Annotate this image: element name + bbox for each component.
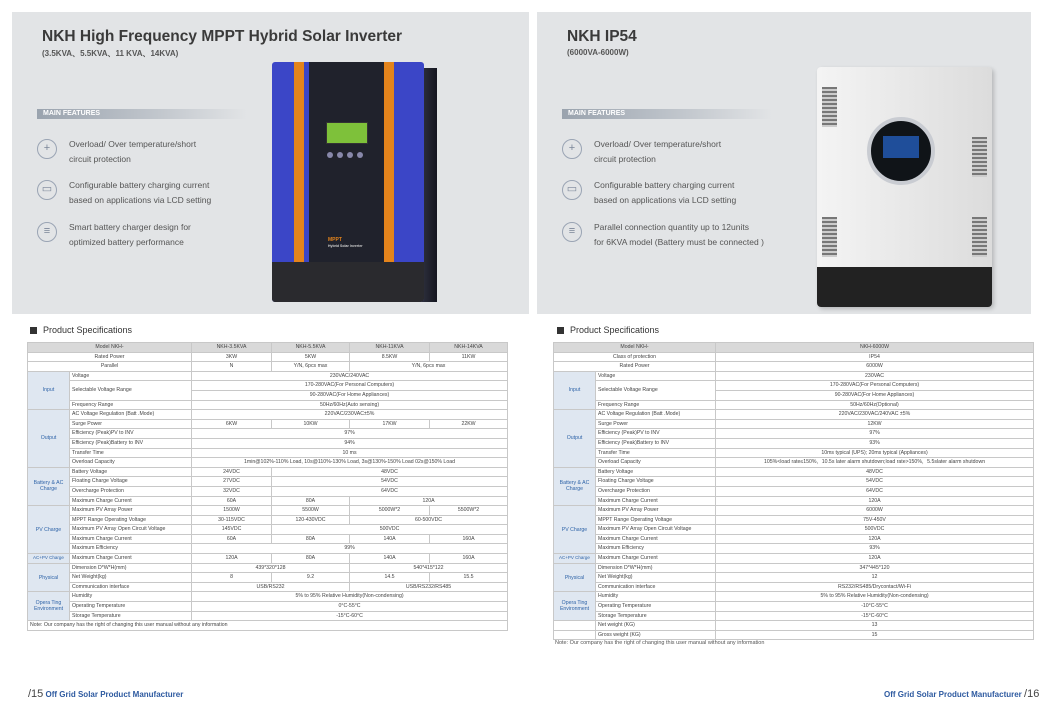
- table-row: Maximum Efficiency 93%: [554, 544, 1034, 554]
- table-row: Physical Dimension D*W*H(mm) 347*445*120: [554, 563, 1034, 573]
- spec-heading: Product Specifications: [30, 325, 132, 335]
- shield-plus-icon: +: [562, 139, 582, 159]
- table-row: Overcharge Protection 32VDC 64VDC: [28, 486, 508, 496]
- table-row: AC+PV Charge Maximum Charge Current 120A 80A 140A 160A: [28, 554, 508, 564]
- table-row: Rated Power 6000W: [554, 362, 1034, 372]
- table-row: Parallel N Y/N, 6pcs max Y/N, 6pcs max: [28, 362, 508, 372]
- main-features-bar: [562, 109, 772, 119]
- table-row: Maximum Charge Current 60A 80A 120A: [28, 496, 508, 506]
- table-row: MPPT Range Operating Voltage 75V-450V: [554, 515, 1034, 525]
- table-row: 90-280VAC(For Home Appliances): [554, 390, 1034, 400]
- table-row: Maximum PV Array Open Circuit Voltage 500VDC: [554, 525, 1034, 535]
- table-row: Frequency Range 50Hz/60Hz(Optional): [554, 400, 1034, 410]
- inverter-image: [817, 67, 992, 307]
- battery-icon: ▭: [37, 180, 57, 200]
- product-label: MPPT Hybrid Solar Inverter: [328, 237, 363, 248]
- table-row: Communication interface USB/RS232 USB/RS232/RS485: [28, 582, 508, 592]
- table-row: Physical Dimension D*W*H(mm) 439*320*128 540*415*122: [28, 563, 508, 573]
- table-row: Input Voltage 230VAC/240VAC: [28, 371, 508, 381]
- table-row: Storage Temperature -15°C-60°C: [554, 611, 1034, 621]
- table-row: Overload Capacity 105%<load rate≤150%，10.5s later alarm shutdown;load rate>150%，5.5slater alarm shutdown: [554, 458, 1034, 468]
- page-number: /15: [28, 688, 44, 700]
- table-row: Opera Ting Environment Humidity 5% to 95% Relative Humidity(Non-condensing): [28, 592, 508, 602]
- main-features-label: MAIN FEATURES: [43, 110, 101, 117]
- spec-table-right: [553, 342, 1034, 640]
- table-row: Battery & AC Charge Battery Voltage 48VDC: [554, 467, 1034, 477]
- table-row: Note: Our company has the right of changing this user manual without any information: [28, 621, 508, 631]
- table-row: Class of protection IP54: [554, 352, 1034, 362]
- page-number: /16: [1024, 688, 1040, 700]
- table-row: Output AC Voltage Regulation (Batt .Mode) 220VAC/230VAC/240VAC ±5%: [554, 410, 1034, 420]
- table-row: Battery & AC Charge Battery Voltage 24VDC 48VDC: [28, 467, 508, 477]
- table-row: PV Charge Maximum PV Array Power 6000W: [554, 506, 1034, 516]
- hero-right: [537, 12, 1031, 314]
- charger-icon: ≡: [37, 222, 57, 242]
- table-row: Net weight (KG) 13: [554, 621, 1034, 631]
- table-row: Surge Power 6KW 10KW 17KW 22KW: [28, 419, 508, 429]
- table-row: Rated Power 3KW 5KW 8.5KW 11KW: [28, 352, 508, 362]
- table-row: Overload Capacity 1min@102%-110% Load, 10s@110%-130% Load, 3s@130%-150% Load 02s@150% Load: [28, 458, 508, 468]
- main-features-label: MAIN FEATURES: [568, 110, 626, 117]
- table-row: Surge Power 12KW: [554, 419, 1034, 429]
- table-row: Gross weight (KG) 15: [554, 630, 1034, 640]
- feature-text: Overload/ Over temperature/short circuit protection: [594, 139, 722, 164]
- table-row: AC+PV Charge Maximum Charge Current 120A: [554, 554, 1034, 564]
- feature-text: Overload/ Over temperature/short circuit protection: [69, 139, 197, 164]
- table-row: Transfer Time 10ms typical (UPS); 20ms typical (Appliances): [554, 448, 1034, 458]
- feature-text: Parallel connection quantity up to 12units for 6KVA model (Battery must be connected ): [594, 222, 764, 247]
- table-row: Net Weight(kg) 12: [554, 573, 1034, 583]
- table-row: Model NKH- NKH-3.5KVA NKH-5.5KVA NKH-11KVA NKH-14KVA: [28, 343, 508, 353]
- footer-left: /15 Off Grid Solar Product Manufacturer: [28, 688, 184, 700]
- table-row: Opera Ting Environment Humidity 5% to 95% Relative Humidity(Non-condensing): [554, 592, 1034, 602]
- main-features-bar: [37, 109, 247, 119]
- table-row: Maximum Efficiency 99%: [28, 544, 508, 554]
- feature-text: Smart battery charger design for optimized battery performance: [69, 222, 191, 247]
- table-row: Efficiency (Peak)Battery to INV 93%: [554, 438, 1034, 448]
- table-row: Model NKH- NKH-6000W: [554, 343, 1034, 353]
- parallel-icon: ≡: [562, 222, 582, 242]
- table-row: Communication interface RS232/RS485/Drycontact/Wi-Fi: [554, 582, 1034, 592]
- table-row: Overcharge Protection 64VDC: [554, 486, 1034, 496]
- lcd-display-icon: [326, 122, 368, 144]
- table-row: Maximum Charge Current 60A 80A 140A 160A: [28, 534, 508, 544]
- battery-icon: ▭: [562, 180, 582, 200]
- page-subtitle: (3.5KVA、5.5KVA、11 KVA、14KVA): [42, 49, 179, 58]
- feature-text: Configurable battery charging current based on applications via LCD setting: [69, 180, 212, 205]
- table-row: PV Charge Maximum PV Array Power 1500W 5500W 5000W*2 5500W*2: [28, 506, 508, 516]
- table-row: MPPT Range Operating Voltage 30-115VDC 120-430VDC 60-500VDC: [28, 515, 508, 525]
- table-row: Floating Charge Voltage 27VDC 54VDC: [28, 477, 508, 487]
- table-row: Maximum PV Array Open Circuit Voltage 145VDC 500VDC: [28, 525, 508, 535]
- table-row: Output AC Voltage Regulation (Batt .Mode) 220VAC/230VAC±5%: [28, 410, 508, 420]
- hero-left: [12, 12, 529, 314]
- page-title: NKH IP54: [567, 28, 637, 45]
- page-subtitle: (6000VA-6000W): [567, 48, 629, 57]
- table-row: Frequency Range 50Hz/60Hz(Auto sensing): [28, 400, 508, 410]
- table-row: 90-280VAC(For Home Appliances): [28, 390, 508, 400]
- spec-table-left: [27, 342, 508, 631]
- spec-heading: Product Specifications: [557, 325, 659, 335]
- table-row: Selectable Voltage Range 170-280VAC(For Personal Computers): [28, 381, 508, 391]
- feature-text: Configurable battery charging current based on applications via LCD setting: [594, 180, 737, 205]
- table-row: Operating Temperature 0°C-55°C: [28, 602, 508, 612]
- table-row: Storage Temperature -15°C-60°C: [28, 611, 508, 621]
- table-row: Transfer Time 10 ms: [28, 448, 508, 458]
- shield-plus-icon: +: [37, 139, 57, 159]
- table-row: Input Voltage 230VAC: [554, 371, 1034, 381]
- table-row: Operating Temperature -10°C-55°C: [554, 602, 1034, 612]
- page-title: NKH High Frequency MPPT Hybrid Solar Inverter: [42, 28, 403, 45]
- footer-right: Off Grid Solar Product Manufacturer /16: [884, 688, 1040, 700]
- table-row: Selectable Voltage Range 170-280VAC(For Personal Computers): [554, 381, 1034, 391]
- table-row: Maximum Charge Current 120A: [554, 496, 1034, 506]
- note-text: Note: Our company has the right of changing this user manual without any information: [555, 640, 765, 646]
- table-row: Maximum Charge Current 120A: [554, 534, 1034, 544]
- table-row: Efficiency (Peak)PV to INV 97%: [554, 429, 1034, 439]
- table-row: Efficiency (Peak)PV to INV 97%: [28, 429, 508, 439]
- display-dial-icon: [867, 117, 935, 185]
- inverter-image: [272, 62, 437, 302]
- table-row: Net Weight(kg) 8 9.2 14.5 15.5: [28, 573, 508, 583]
- table-row: Efficiency (Peak)Battery to INV 94%: [28, 438, 508, 448]
- table-row: Floating Charge Voltage 54VDC: [554, 477, 1034, 487]
